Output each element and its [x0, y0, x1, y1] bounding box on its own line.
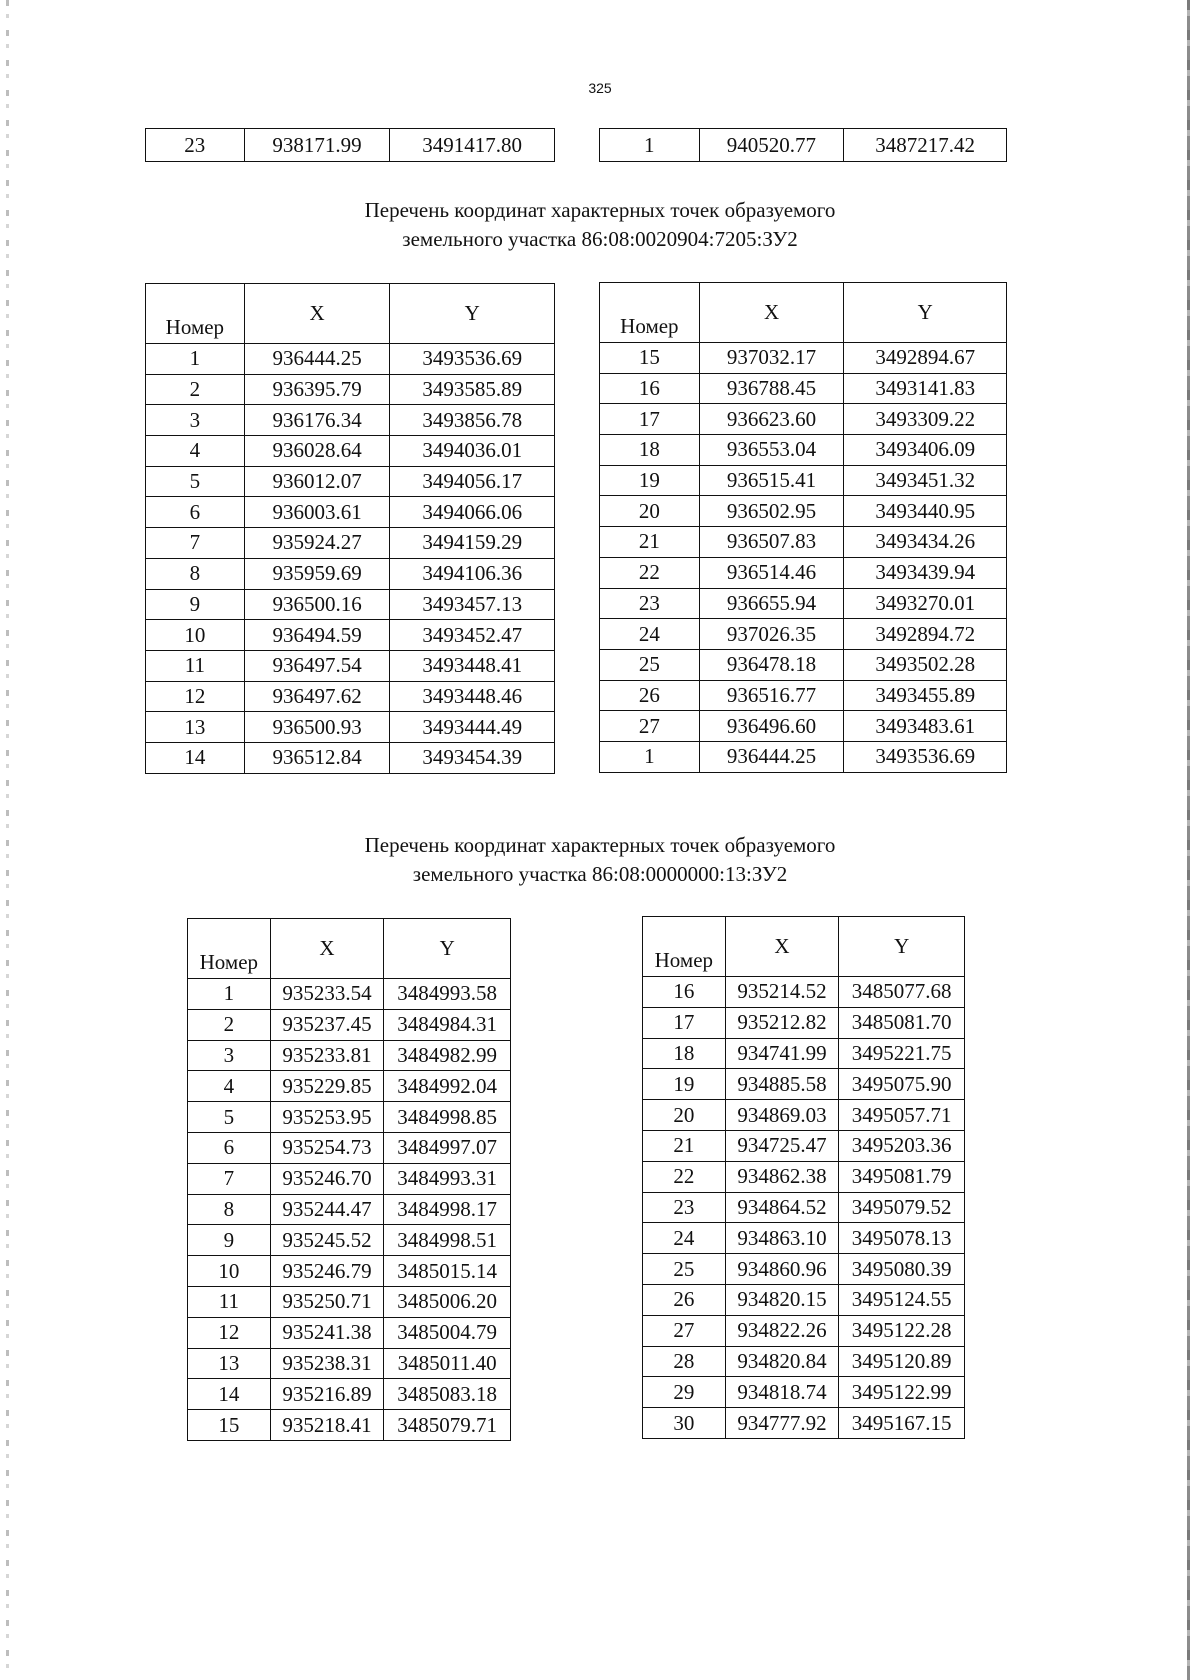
cell-y: 3493309.22 [844, 404, 1007, 435]
cell-x: 936502.95 [699, 496, 844, 527]
cell-x: 936507.83 [699, 527, 844, 558]
section1-title [0, 196, 1200, 254]
table-row [188, 1132, 511, 1163]
cell-x: 935959.69 [244, 558, 390, 589]
cell-x: 935233.81 [270, 1040, 384, 1071]
cell-num: 6 [146, 497, 245, 528]
cell-y: 3485079.71 [384, 1410, 511, 1441]
cell-num: 14 [188, 1379, 271, 1410]
cell-y: 3485006.20 [384, 1286, 511, 1317]
table-row [600, 588, 1007, 619]
table-row [643, 1192, 965, 1223]
table-row [643, 1069, 965, 1100]
cell-num: 20 [600, 496, 700, 527]
table-row [600, 435, 1007, 466]
cell-x: 936176.34 [244, 405, 390, 436]
cell-num: 15 [600, 343, 700, 374]
cell-x: 935253.95 [270, 1102, 384, 1133]
cell-x: 940520.77 [699, 129, 844, 162]
cell-num: 11 [146, 650, 245, 681]
cell-y: 3492894.72 [844, 619, 1007, 650]
header-y: Y [390, 284, 555, 344]
cell-num: 6 [188, 1132, 271, 1163]
section2-right-table [642, 916, 965, 1439]
cell-x: 934820.84 [725, 1346, 839, 1377]
cell-y: 3495221.75 [839, 1038, 965, 1069]
cell-x: 936028.64 [244, 436, 390, 467]
cell-y: 3485011.40 [384, 1348, 511, 1379]
cell-num: 9 [188, 1225, 271, 1256]
cell-x: 935244.47 [270, 1194, 384, 1225]
cell-y: 3493483.61 [844, 711, 1007, 742]
cell-y: 3484997.07 [384, 1132, 511, 1163]
table-row [643, 977, 965, 1008]
cell-y: 3493452.47 [390, 620, 555, 651]
cell-num: 30 [643, 1408, 726, 1439]
cell-y: 3492894.67 [844, 343, 1007, 374]
cell-num: 13 [188, 1348, 271, 1379]
cell-y: 3493502.28 [844, 649, 1007, 680]
cell-x: 936395.79 [244, 374, 390, 405]
table-header-row [600, 283, 1007, 343]
table-row [146, 742, 555, 773]
table-row [600, 373, 1007, 404]
cell-y: 3493270.01 [844, 588, 1007, 619]
cell-x: 936496.60 [699, 711, 844, 742]
cell-x: 936444.25 [244, 344, 390, 375]
cell-y: 3484998.85 [384, 1102, 511, 1133]
cell-x: 934820.15 [725, 1284, 839, 1315]
cell-y: 3484998.17 [384, 1194, 511, 1225]
header-x: X [270, 919, 384, 979]
table-row [600, 649, 1007, 680]
cell-num: 15 [188, 1410, 271, 1441]
table-row [643, 1408, 965, 1439]
cell-x: 936497.54 [244, 650, 390, 681]
cell-y: 3495124.55 [839, 1284, 965, 1315]
cell-y: 3495079.52 [839, 1192, 965, 1223]
cell-y: 3493141.83 [844, 373, 1007, 404]
cell-num: 10 [188, 1256, 271, 1287]
cell-x: 935216.89 [270, 1379, 384, 1410]
cell-x: 934885.58 [725, 1069, 839, 1100]
table-row [643, 1254, 965, 1285]
cell-y: 3485081.70 [839, 1007, 965, 1038]
table-row [600, 557, 1007, 588]
cell-num: 24 [600, 619, 700, 650]
header-y: Y [839, 917, 965, 977]
cell-x: 935246.79 [270, 1256, 384, 1287]
cell-x: 936003.61 [244, 497, 390, 528]
cell-y: 3493434.26 [844, 527, 1007, 558]
cell-y: 3493439.94 [844, 557, 1007, 588]
table-row [188, 1163, 511, 1194]
cell-x: 936500.16 [244, 589, 390, 620]
cell-y: 3485015.14 [384, 1256, 511, 1287]
cell-y: 3491417.80 [390, 129, 555, 162]
cell-x: 934863.10 [725, 1223, 839, 1254]
cell-x: 935924.27 [244, 528, 390, 559]
cell-num: 3 [188, 1040, 271, 1071]
cell-num: 22 [600, 557, 700, 588]
cell-x: 935245.52 [270, 1225, 384, 1256]
table-row [643, 1161, 965, 1192]
cell-x: 937026.35 [699, 619, 844, 650]
cell-num: 1 [600, 129, 700, 162]
cell-y: 3493448.46 [390, 681, 555, 712]
header-x: X [699, 283, 844, 343]
cell-num: 18 [600, 435, 700, 466]
table-row [643, 1007, 965, 1038]
cell-y: 3495122.28 [839, 1315, 965, 1346]
cell-x: 935218.41 [270, 1410, 384, 1441]
cell-x: 935238.31 [270, 1348, 384, 1379]
section1-title-line2: земельного участка 86:08:0020904:7205:ЗУ2 [402, 227, 798, 251]
cell-y: 3494159.29 [390, 528, 555, 559]
header-y: Y [844, 283, 1007, 343]
cell-x: 935250.71 [270, 1286, 384, 1317]
table-row [643, 1315, 965, 1346]
cell-num: 5 [146, 466, 245, 497]
table-row [188, 1225, 511, 1256]
table-row [188, 1102, 511, 1133]
cell-y: 3495057.71 [839, 1100, 965, 1131]
cell-y: 3484998.51 [384, 1225, 511, 1256]
cell-x: 935233.54 [270, 979, 384, 1010]
header-num: Номер [643, 917, 726, 977]
cell-num: 7 [188, 1163, 271, 1194]
table-row [188, 1256, 511, 1287]
cell-num: 14 [146, 742, 245, 773]
table-row [146, 650, 555, 681]
table-row [643, 1223, 965, 1254]
cell-num: 18 [643, 1038, 726, 1069]
cell-y: 3484982.99 [384, 1040, 511, 1071]
table-row [643, 1346, 965, 1377]
cell-x: 936514.46 [699, 557, 844, 588]
table-row [146, 466, 555, 497]
cell-num: 17 [600, 404, 700, 435]
table-row [600, 404, 1007, 435]
cell-x: 936788.45 [699, 373, 844, 404]
cell-x: 936655.94 [699, 588, 844, 619]
cell-num: 23 [600, 588, 700, 619]
section1-left-table [145, 283, 555, 774]
cell-y: 3493457.13 [390, 589, 555, 620]
page-number: 325 [588, 80, 612, 96]
top-row-right-table [599, 128, 1007, 162]
cell-x: 936553.04 [699, 435, 844, 466]
cell-y: 3493585.89 [390, 374, 555, 405]
cell-y: 3494106.36 [390, 558, 555, 589]
cell-y: 3484993.58 [384, 979, 511, 1010]
cell-y: 3484984.31 [384, 1009, 511, 1040]
table-row [600, 741, 1007, 772]
table-row [146, 589, 555, 620]
cell-num: 8 [188, 1194, 271, 1225]
cell-y: 3494066.06 [390, 497, 555, 528]
table-row [188, 1194, 511, 1225]
table-row [643, 1100, 965, 1131]
header-num: Номер [188, 919, 271, 979]
cell-num: 1 [188, 979, 271, 1010]
cell-num: 2 [188, 1009, 271, 1040]
section2-title-line2: земельного участка 86:08:0000000:13:ЗУ2 [412, 862, 788, 886]
section2-right-body [643, 977, 965, 1439]
cell-x: 934862.38 [725, 1161, 839, 1192]
cell-num: 19 [600, 465, 700, 496]
cell-x: 935254.73 [270, 1132, 384, 1163]
cell-x: 934860.96 [725, 1254, 839, 1285]
cell-num: 29 [643, 1377, 726, 1408]
cell-y: 3495080.39 [839, 1254, 965, 1285]
table-row [188, 1317, 511, 1348]
cell-x: 937032.17 [699, 343, 844, 374]
cell-y: 3494036.01 [390, 436, 555, 467]
table-row [600, 527, 1007, 558]
cell-y: 3493444.49 [390, 712, 555, 743]
top-row-left-table [145, 128, 555, 162]
table-row [600, 496, 1007, 527]
table-row [188, 1071, 511, 1102]
table-row [146, 712, 555, 743]
cell-num: 11 [188, 1286, 271, 1317]
cell-x: 935212.82 [725, 1007, 839, 1038]
section2-left-body [188, 979, 511, 1441]
cell-x: 935237.45 [270, 1009, 384, 1040]
section2-left-table [187, 918, 511, 1441]
section1-right-body [600, 343, 1007, 773]
cell-num: 12 [146, 681, 245, 712]
cell-y: 3494056.17 [390, 466, 555, 497]
cell-x: 936497.62 [244, 681, 390, 712]
table-header-row [146, 284, 555, 344]
cell-y: 3484993.31 [384, 1163, 511, 1194]
header-num: Номер [146, 284, 245, 344]
cell-y: 3495167.15 [839, 1408, 965, 1439]
cell-num: 4 [146, 436, 245, 467]
cell-x: 934725.47 [725, 1130, 839, 1161]
cell-num: 26 [643, 1284, 726, 1315]
table-header-row [188, 919, 511, 979]
cell-y: 3493406.09 [844, 435, 1007, 466]
cell-num: 9 [146, 589, 245, 620]
cell-num: 24 [643, 1223, 726, 1254]
cell-num: 7 [146, 528, 245, 559]
header-x: X [244, 284, 390, 344]
cell-num: 13 [146, 712, 245, 743]
cell-y: 3485004.79 [384, 1317, 511, 1348]
cell-y: 3495122.99 [839, 1377, 965, 1408]
section1-title-line1: Перечень координат характерных точек образуемого [364, 198, 836, 222]
section1-left-body [146, 344, 555, 774]
cell-num: 17 [643, 1007, 726, 1038]
cell-y: 3495075.90 [839, 1069, 965, 1100]
cell-y: 3495203.36 [839, 1130, 965, 1161]
cell-y: 3485077.68 [839, 977, 965, 1008]
table-row [146, 374, 555, 405]
section2-title-line1: Перечень координат характерных точек образуемого [364, 833, 836, 857]
table-row [643, 1377, 965, 1408]
cell-y: 3493536.69 [390, 344, 555, 375]
cell-num: 1 [146, 344, 245, 375]
cell-num: 26 [600, 680, 700, 711]
table-row [146, 129, 555, 162]
cell-x: 934741.99 [725, 1038, 839, 1069]
cell-num: 4 [188, 1071, 271, 1102]
cell-y: 3485083.18 [384, 1379, 511, 1410]
table-row [600, 680, 1007, 711]
cell-x: 936623.60 [699, 404, 844, 435]
table-row [146, 436, 555, 467]
cell-x: 936516.77 [699, 680, 844, 711]
table-row [146, 558, 555, 589]
cell-x: 936515.41 [699, 465, 844, 496]
cell-num: 19 [643, 1069, 726, 1100]
table-row [600, 343, 1007, 374]
cell-x: 936478.18 [699, 649, 844, 680]
table-header-row [643, 917, 965, 977]
cell-y: 3493455.89 [844, 680, 1007, 711]
cell-num: 3 [146, 405, 245, 436]
table-row [188, 1040, 511, 1071]
cell-x: 936500.93 [244, 712, 390, 743]
table-row [146, 405, 555, 436]
cell-y: 3495120.89 [839, 1346, 965, 1377]
cell-num: 21 [643, 1130, 726, 1161]
cell-x: 936012.07 [244, 466, 390, 497]
cell-x: 938171.99 [244, 129, 390, 162]
cell-num: 28 [643, 1346, 726, 1377]
cell-num: 16 [643, 977, 726, 1008]
cell-y: 3495078.13 [839, 1223, 965, 1254]
cell-x: 936512.84 [244, 742, 390, 773]
cell-x: 934777.92 [725, 1408, 839, 1439]
cell-y: 3493448.41 [390, 650, 555, 681]
cell-x: 935246.70 [270, 1163, 384, 1194]
table-row [600, 465, 1007, 496]
cell-num: 25 [643, 1254, 726, 1285]
cell-num: 10 [146, 620, 245, 651]
table-row [188, 1379, 511, 1410]
header-y: Y [384, 919, 511, 979]
cell-x: 935229.85 [270, 1071, 384, 1102]
cell-x: 934818.74 [725, 1377, 839, 1408]
cell-y: 3484992.04 [384, 1071, 511, 1102]
table-row [146, 497, 555, 528]
cell-x: 936444.25 [699, 741, 844, 772]
table-row [188, 1348, 511, 1379]
table-row [600, 711, 1007, 742]
section1-right-table [599, 282, 1007, 773]
table-row [600, 129, 1007, 162]
table-row [643, 1038, 965, 1069]
cell-y: 3487217.42 [844, 129, 1007, 162]
cell-num: 27 [643, 1315, 726, 1346]
cell-num: 23 [643, 1192, 726, 1223]
cell-num: 21 [600, 527, 700, 558]
header-x: X [725, 917, 839, 977]
cell-y: 3495081.79 [839, 1161, 965, 1192]
cell-x: 934864.52 [725, 1192, 839, 1223]
cell-num: 27 [600, 711, 700, 742]
cell-y: 3493440.95 [844, 496, 1007, 527]
table-row [146, 528, 555, 559]
cell-num: 22 [643, 1161, 726, 1192]
header-num: Номер [600, 283, 700, 343]
cell-num: 8 [146, 558, 245, 589]
table-row [188, 1009, 511, 1040]
cell-num: 25 [600, 649, 700, 680]
table-row [643, 1284, 965, 1315]
cell-x: 934822.26 [725, 1315, 839, 1346]
cell-num: 12 [188, 1317, 271, 1348]
table-row [600, 619, 1007, 650]
cell-num: 23 [146, 129, 245, 162]
cell-num: 16 [600, 373, 700, 404]
cell-y: 3493856.78 [390, 405, 555, 436]
cell-x: 935241.38 [270, 1317, 384, 1348]
table-row [643, 1130, 965, 1161]
cell-num: 2 [146, 374, 245, 405]
table-row [146, 681, 555, 712]
cell-x: 936494.59 [244, 620, 390, 651]
table-row [188, 1410, 511, 1441]
table-row [146, 344, 555, 375]
cell-x: 934869.03 [725, 1100, 839, 1131]
cell-num: 20 [643, 1100, 726, 1131]
cell-x: 935214.52 [725, 977, 839, 1008]
section2-title [0, 831, 1200, 889]
table-row [188, 1286, 511, 1317]
cell-y: 3493536.69 [844, 741, 1007, 772]
cell-num: 5 [188, 1102, 271, 1133]
table-row [188, 979, 511, 1010]
cell-y: 3493451.32 [844, 465, 1007, 496]
table-row [146, 620, 555, 651]
cell-y: 3493454.39 [390, 742, 555, 773]
cell-num: 1 [600, 741, 700, 772]
